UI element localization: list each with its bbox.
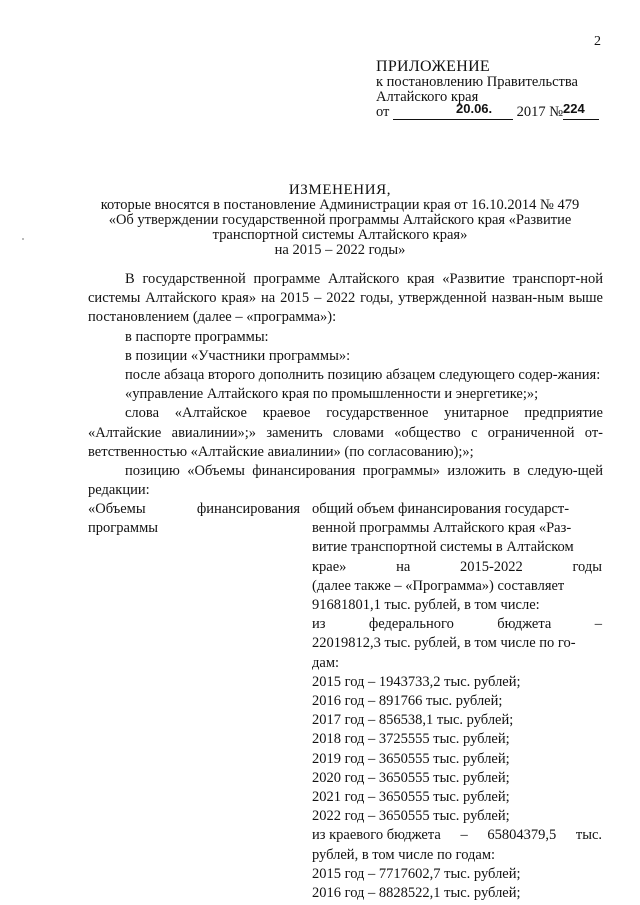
year-text: 2017 № <box>516 104 564 120</box>
funding-text-line: (далее также – «Программа») составляет <box>312 577 565 594</box>
federal-year-line: 2017 год – 856538,1 тыс. рублей; <box>312 712 514 729</box>
funding-word: 2015-2022 <box>459 558 523 575</box>
funding-text-line: 22019812,3 тыс. рублей, в том числе по го- <box>312 635 576 652</box>
heading-title: ИЗМЕНЕНИЯ, <box>288 182 392 198</box>
heading-line-1: которые вносятся в постановление Администрации края от 16.10.2014 № 479 <box>100 197 580 213</box>
federal-year-line: 2016 год – 891766 тыс. рублей; <box>312 693 503 710</box>
paragraph: в позиции «Участники программы»: <box>125 347 351 364</box>
appendix-line-2: Алтайского края <box>376 89 479 105</box>
funding-word: крае» <box>312 558 347 575</box>
paragraph: в паспорте программы: <box>125 328 269 345</box>
federal-year-line: 2021 год – 3650555 тыс. рублей; <box>312 789 510 806</box>
funding-word: из <box>312 616 326 633</box>
date-underline <box>393 105 513 120</box>
funding-word: годы <box>572 558 602 575</box>
number-value: 224 <box>563 101 585 116</box>
funding-word: на <box>396 558 411 575</box>
funding-value-cell <box>312 500 602 903</box>
funding-text-line: общий объем финансирования государст- <box>312 501 570 517</box>
funding-label-word: «Объемы <box>88 501 146 517</box>
funding-word: федерального <box>368 616 454 633</box>
appendix-block <box>376 58 626 122</box>
appendix-date-row <box>376 101 626 122</box>
funding-text-line <box>312 558 602 577</box>
paragraph: «управление Алтайского края по промышленности и энергетике;»; <box>125 386 539 403</box>
regional-year-line: 2015 год – 7717602,7 тыс. рублей; <box>312 865 521 882</box>
paragraph: В государственной программе Алтайского края «Развитие транспорт-ной системы Алтайского края» на 2015 – 2022 годы, утвержденной назван-ным выше постановлением (далее – «программа»): <box>88 271 603 326</box>
page-number: 2 <box>594 34 601 49</box>
funding-label-word: финансирования <box>196 501 300 517</box>
regional-budget-line <box>312 826 602 845</box>
funding-text-line: рублей, в том числе по годам: <box>312 846 496 863</box>
heading-line-4: на 2015 – 2022 годы» <box>274 242 406 258</box>
paragraph: слова «Алтайское краевое государственное унитарное предприятие «Алтайские авиалинии»;» заменить словами «общество с ограниченной от-ветственностью «Алтайские авиалинии» (по согласованию);»; <box>88 405 603 460</box>
regional-year-line: 2016 год – 8828522,1 тыс. рублей; <box>312 885 521 902</box>
funding-word: тыс. <box>575 827 602 844</box>
funding-word: – <box>460 827 468 844</box>
heading-line-2: «Об утверждении государственной программы Алтайского края «Развитие <box>108 212 572 228</box>
funding-word: из краевого бюджета <box>312 827 441 844</box>
changes-heading <box>60 183 620 258</box>
scan-speck <box>22 238 24 240</box>
heading-line-3: транспортной системы Алтайского края» <box>212 227 468 243</box>
funding-text-line: венной программы Алтайского края «Раз- <box>312 520 572 537</box>
funding-label-cell <box>88 500 300 538</box>
funding-text-line: витие транспортной системы в Алтайском <box>312 539 574 556</box>
date-prefix: от <box>376 104 390 120</box>
appendix-title: ПРИЛОЖЕНИЕ <box>376 58 491 75</box>
paragraph: после абзаца второго дополнить позицию абзацем следующего содер-жания: <box>125 367 601 384</box>
funding-word: бюджета <box>497 616 552 633</box>
body-text <box>88 270 603 500</box>
federal-year-line: 2015 год – 1943733,2 тыс. рублей; <box>312 673 521 690</box>
funding-text-line: дам: <box>312 654 340 671</box>
funding-word: – <box>594 616 602 633</box>
funding-word: 65804379,5 <box>487 827 557 844</box>
federal-year-line: 2022 год – 3650555 тыс. рублей; <box>312 808 510 825</box>
federal-year-line: 2019 год – 3650555 тыс. рублей; <box>312 750 510 767</box>
appendix-line-1: к постановлению Правительства <box>376 74 578 90</box>
date-value: 20.06. <box>456 101 493 116</box>
paragraph: позицию «Объемы финансирования программы» изложить в следую-щей редакции: <box>88 463 603 499</box>
funding-total-line: 91681801,1 тыс. рублей, в том числе: <box>312 597 540 614</box>
federal-budget-line <box>312 615 602 634</box>
federal-year-line: 2020 год – 3650555 тыс. рублей; <box>312 769 510 786</box>
federal-year-line: 2018 год – 3725555 тыс. рублей; <box>312 731 510 748</box>
funding-label-word: программы <box>88 520 158 537</box>
